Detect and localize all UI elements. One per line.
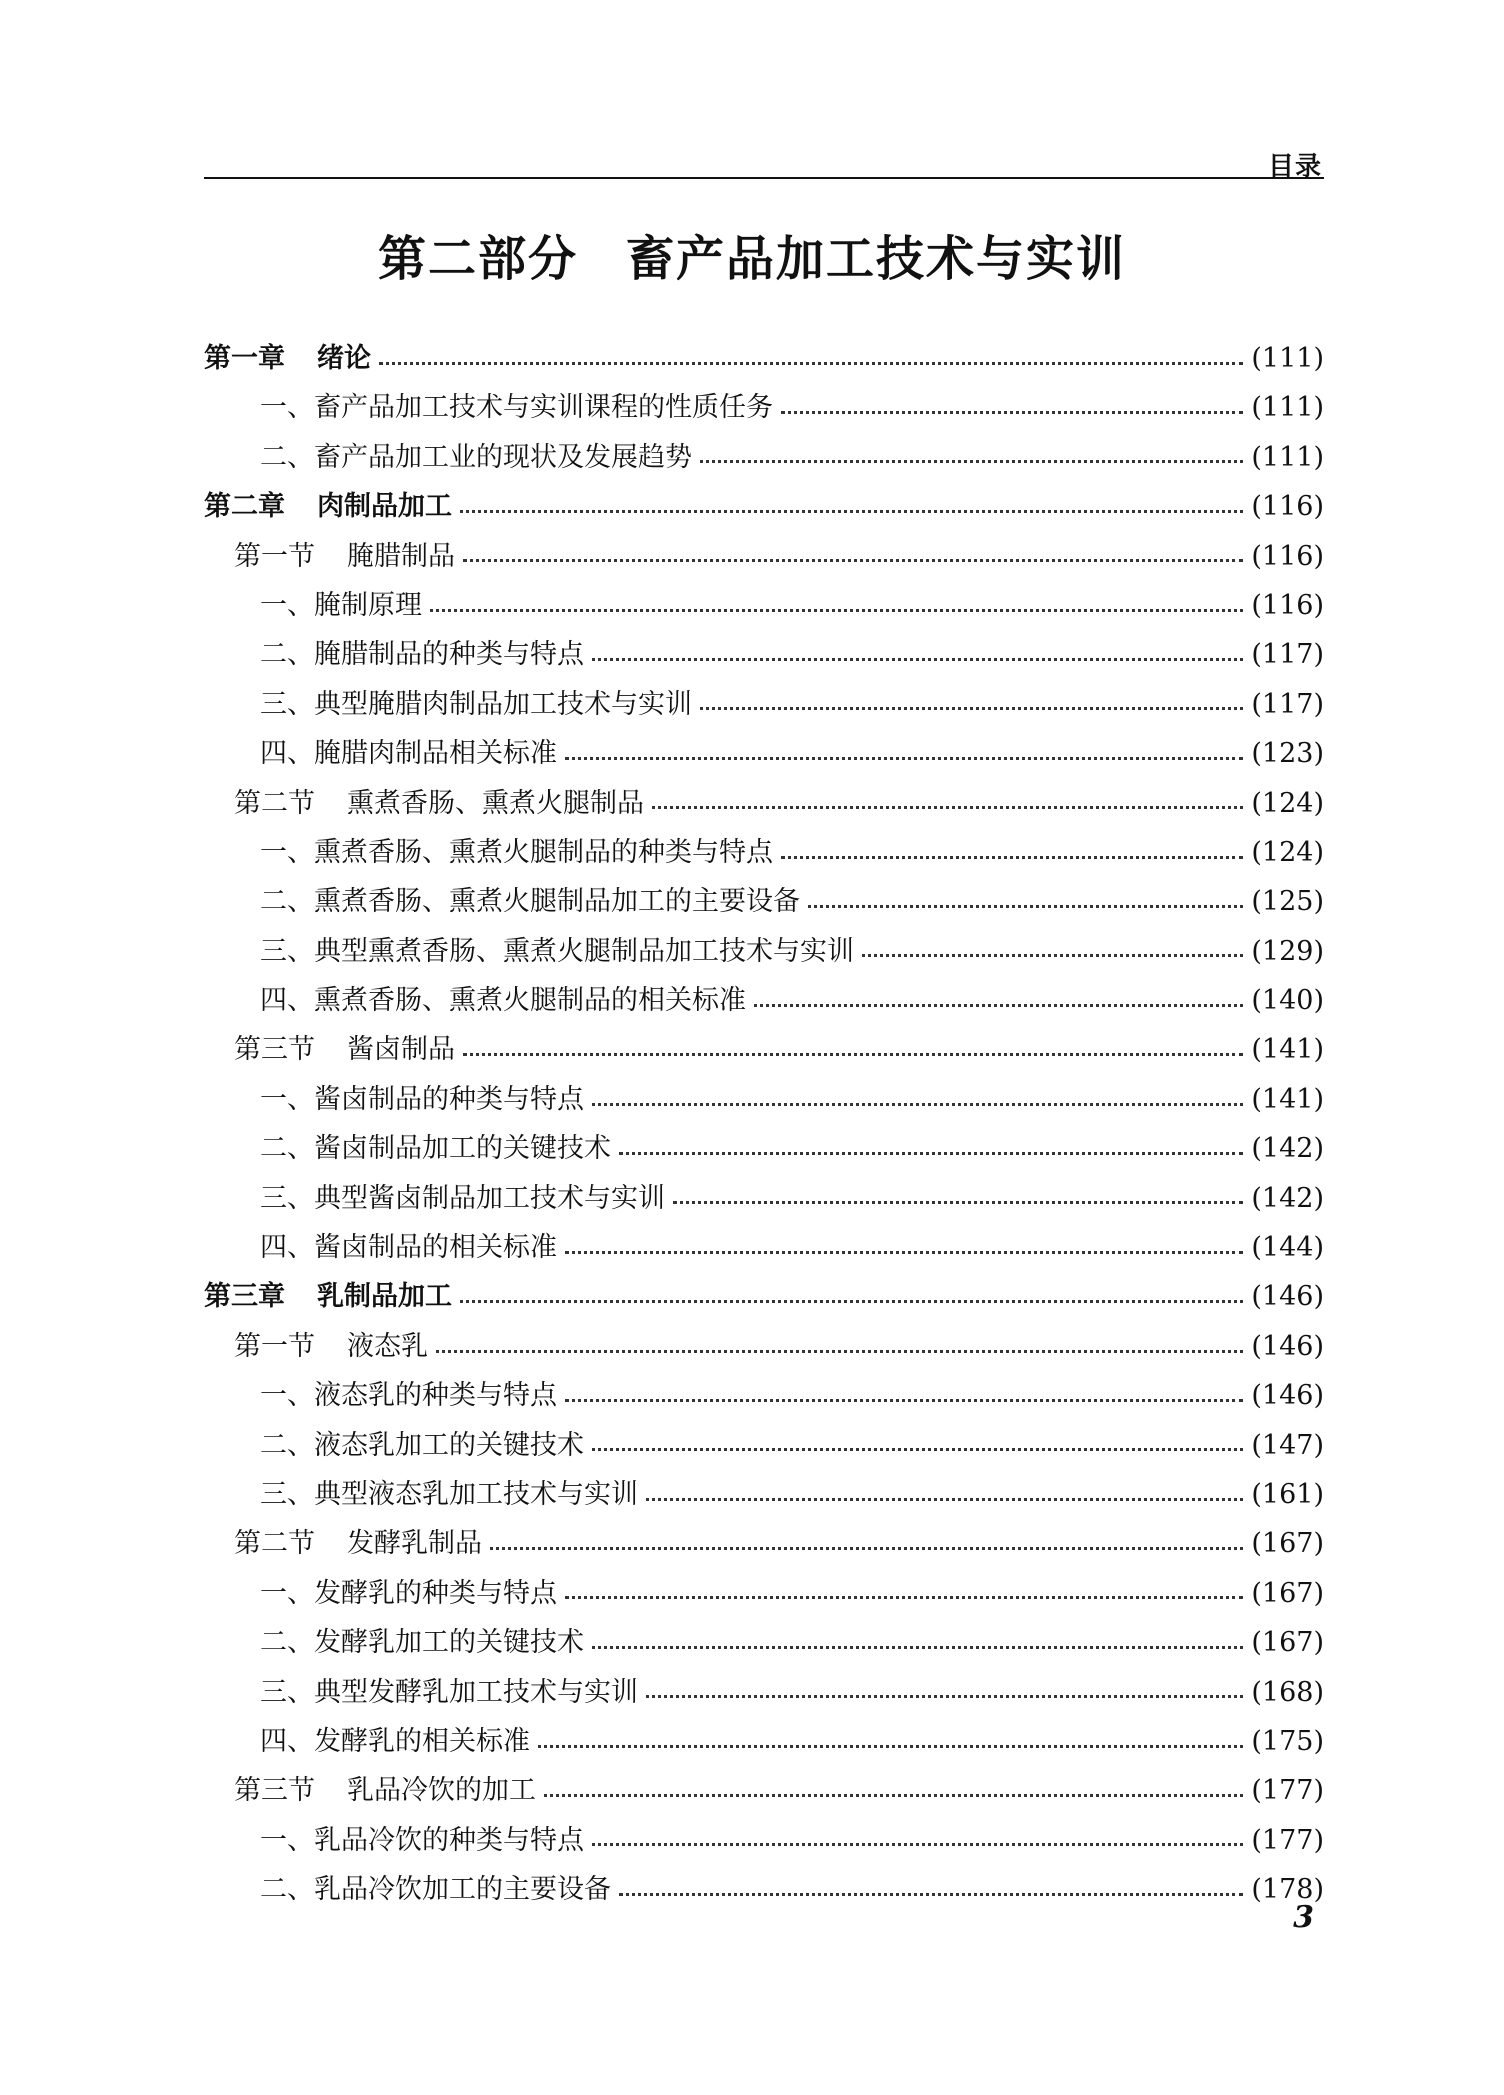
- toc-entry-heading: [260, 1421, 584, 1470]
- toc-entry-page: (142): [1251, 1182, 1324, 1214]
- toc-entry-item[interactable]: [204, 1421, 1324, 1470]
- toc-entry-item[interactable]: [204, 1124, 1324, 1173]
- toc-entry-heading: [260, 1223, 557, 1272]
- toc-entry-page: (116): [1251, 589, 1324, 621]
- toc-entry-page: (123): [1251, 738, 1324, 770]
- toc-entry-item[interactable]: [204, 877, 1324, 926]
- toc-dot-leader: [460, 509, 1243, 513]
- toc-entry-item[interactable]: [204, 1816, 1324, 1865]
- toc-entry-title: 一、乳品冷饮的种类与特点: [260, 1824, 584, 1856]
- toc-entry-title: 四、酱卤制品的相关标准: [260, 1232, 557, 1264]
- toc-entry-number: 第三章: [204, 1281, 285, 1313]
- toc-entry-title: 一、液态乳的种类与特点: [260, 1380, 557, 1412]
- toc-entry-section[interactable]: [204, 1025, 1324, 1074]
- toc-dot-leader: [565, 1398, 1243, 1402]
- toc-entry-title: 一、熏煮香肠、熏煮火腿制品的种类与特点: [260, 836, 773, 868]
- part-title: [0, 220, 1504, 289]
- toc-entry-heading: [234, 779, 644, 828]
- toc-entry-page: (111): [1251, 441, 1324, 473]
- toc-dot-leader: [646, 1497, 1243, 1501]
- toc-entry-title: 三、典型酱卤制品加工技术与实训: [260, 1182, 665, 1214]
- toc-entry-title: 二、腌腊制品的种类与特点: [260, 639, 584, 671]
- toc-entry-heading: [260, 1618, 584, 1667]
- toc-entry-page: (147): [1251, 1429, 1324, 1461]
- toc-dot-leader: [430, 608, 1243, 612]
- toc-entry-title: 三、典型发酵乳加工技术与实训: [260, 1676, 638, 1708]
- toc-entry-title: 二、畜产品加工业的现状及发展趋势: [260, 441, 692, 473]
- toc-entry-heading: [260, 1865, 611, 1914]
- toc-entry-number: 第二章: [204, 491, 285, 523]
- toc-dot-leader: [463, 1052, 1243, 1056]
- toc-entry-item[interactable]: [204, 828, 1324, 877]
- toc-entry-heading: [260, 1174, 665, 1223]
- toc-entry-title: 发酵乳制品: [347, 1528, 482, 1560]
- toc-entry-heading: [234, 1766, 536, 1815]
- toc-entry-heading: [260, 828, 773, 877]
- toc-entry-heading: [234, 532, 455, 581]
- toc-entry-page: (124): [1251, 787, 1324, 819]
- toc-dot-leader: [592, 1842, 1243, 1846]
- toc-entry-number: 第二节: [234, 1528, 315, 1560]
- toc-entry-heading: [234, 1322, 428, 1371]
- table-of-contents: [204, 334, 1324, 1915]
- toc-entry-item[interactable]: [204, 1865, 1324, 1914]
- toc-dot-leader: [619, 1892, 1243, 1896]
- toc-entry-item[interactable]: [204, 1223, 1324, 1272]
- toc-dot-leader: [490, 1546, 1243, 1550]
- toc-entry-title: 绪论: [317, 343, 371, 374]
- toc-entry-heading: [260, 433, 692, 482]
- toc-dot-leader: [652, 805, 1243, 809]
- toc-entry-number: 第三节: [234, 1034, 315, 1066]
- toc-entry-heading: [260, 383, 773, 432]
- toc-entry-title: 一、发酵乳的种类与特点: [260, 1577, 557, 1609]
- toc-entry-number: 第三节: [234, 1775, 315, 1807]
- toc-entry-title: 二、发酵乳加工的关键技术: [260, 1627, 584, 1659]
- toc-entry-chapter[interactable]: [204, 482, 1324, 531]
- toc-entry-title: 一、酱卤制品的种类与特点: [260, 1083, 584, 1115]
- toc-entry-section[interactable]: [204, 1322, 1324, 1371]
- toc-entry-title: 肉制品加工: [317, 491, 452, 523]
- toc-entry-title: 一、腌制原理: [260, 589, 422, 621]
- running-header-label: 目录: [1267, 152, 1322, 182]
- toc-dot-leader: [673, 1200, 1243, 1204]
- toc-dot-leader: [781, 855, 1243, 859]
- toc-entry-heading: [260, 1816, 584, 1865]
- part-number: 第二部分: [377, 231, 578, 287]
- toc-entry-heading: [260, 729, 557, 778]
- toc-entry-page: (177): [1251, 1824, 1324, 1856]
- toc-entry-heading: [260, 877, 800, 926]
- toc-entry-item[interactable]: [204, 976, 1324, 1025]
- toc-entry-page: (144): [1251, 1232, 1324, 1264]
- toc-entry-item[interactable]: [204, 383, 1324, 432]
- toc-entry-heading: [260, 1470, 638, 1519]
- toc-entry-heading: [260, 1717, 530, 1766]
- toc-entry-page: (116): [1251, 491, 1324, 523]
- toc-entry-heading: [260, 1124, 611, 1173]
- toc-entry-title: 三、典型液态乳加工技术与实训: [260, 1478, 638, 1510]
- toc-entry-page: (140): [1251, 985, 1324, 1017]
- toc-entry-item[interactable]: [204, 1075, 1324, 1124]
- toc-entry-title: 四、发酵乳的相关标准: [260, 1725, 530, 1757]
- toc-dot-leader: [565, 1250, 1243, 1254]
- toc-entry-page: (124): [1251, 836, 1324, 868]
- toc-entry-page: (125): [1251, 886, 1324, 918]
- toc-entry-item[interactable]: [204, 1668, 1324, 1717]
- toc-entry-page: (117): [1251, 688, 1324, 720]
- toc-entry-item[interactable]: [204, 927, 1324, 976]
- toc-entry-item[interactable]: [204, 1569, 1324, 1618]
- toc-entry-title: 三、典型腌腊肉制品加工技术与实训: [260, 688, 692, 720]
- toc-entry-title: 二、液态乳加工的关键技术: [260, 1429, 584, 1461]
- toc-entry-page: (117): [1251, 639, 1324, 671]
- toc-dot-leader: [754, 1003, 1243, 1007]
- toc-dot-leader: [781, 410, 1243, 414]
- toc-dot-leader: [460, 1299, 1243, 1303]
- toc-entry-item[interactable]: [204, 729, 1324, 778]
- toc-entry-section[interactable]: [204, 1766, 1324, 1815]
- toc-entry-heading: [234, 1025, 455, 1074]
- toc-entry-heading: [260, 680, 692, 729]
- toc-entry-page: (116): [1251, 540, 1324, 572]
- toc-entry-number: 第一章: [204, 343, 285, 374]
- toc-entry-item[interactable]: [204, 1618, 1324, 1667]
- toc-dot-leader: [646, 1694, 1243, 1698]
- toc-entry-page: (168): [1251, 1676, 1324, 1708]
- toc-entry-chapter[interactable]: [204, 1272, 1324, 1321]
- toc-entry-item[interactable]: [204, 1470, 1324, 1519]
- toc-entry-title: 四、腌腊肉制品相关标准: [260, 738, 557, 770]
- toc-dot-leader: [379, 361, 1243, 365]
- toc-dot-leader: [565, 1595, 1243, 1599]
- toc-entry-page: (146): [1251, 1281, 1324, 1313]
- toc-entry-page: (146): [1251, 1330, 1324, 1362]
- toc-dot-leader: [538, 1744, 1243, 1748]
- toc-entry-heading: [204, 334, 371, 383]
- toc-dot-leader: [700, 459, 1243, 463]
- toc-entry-page: (111): [1251, 392, 1324, 424]
- toc-entry-page: (167): [1251, 1627, 1324, 1659]
- toc-entry-heading: [260, 927, 854, 976]
- toc-entry-title: 二、乳品冷饮加工的主要设备: [260, 1874, 611, 1906]
- toc-entry-heading: [234, 1519, 482, 1568]
- toc-entry-title: 熏煮香肠、熏煮火腿制品: [347, 787, 644, 819]
- toc-dot-leader: [592, 1645, 1243, 1649]
- toc-entry-title: 液态乳: [347, 1330, 428, 1362]
- toc-entry-title: 乳品冷饮的加工: [347, 1775, 536, 1807]
- toc-entry-item[interactable]: [204, 433, 1324, 482]
- toc-entry-title: 二、酱卤制品加工的关键技术: [260, 1133, 611, 1165]
- toc-entry-number: 第二节: [234, 787, 315, 819]
- toc-dot-leader: [592, 1447, 1243, 1451]
- toc-entry-page: (175): [1251, 1725, 1324, 1757]
- toc-dot-leader: [565, 756, 1243, 760]
- toc-entry-page: (111): [1251, 343, 1324, 374]
- toc-entry-title: 四、熏煮香肠、熏煮火腿制品的相关标准: [260, 985, 746, 1017]
- toc-entry-item[interactable]: [204, 581, 1324, 630]
- header-divider: [204, 177, 1324, 179]
- toc-entry-title: 酱卤制品: [347, 1034, 455, 1066]
- toc-entry-item[interactable]: [204, 1371, 1324, 1420]
- toc-entry-page: (161): [1251, 1478, 1324, 1510]
- toc-entry-page: (167): [1251, 1577, 1324, 1609]
- toc-entry-title: 乳制品加工: [317, 1281, 452, 1313]
- toc-entry-heading: [260, 1075, 584, 1124]
- toc-entry-title: 三、典型熏煮香肠、熏煮火腿制品加工技术与实训: [260, 935, 854, 967]
- toc-entry-page: (167): [1251, 1528, 1324, 1560]
- toc-entry-heading: [260, 1668, 638, 1717]
- toc-entry-item[interactable]: [204, 1717, 1324, 1766]
- toc-entry-heading: [260, 581, 422, 630]
- toc-entry-title: 腌腊制品: [347, 540, 455, 572]
- toc-dot-leader: [619, 1151, 1243, 1155]
- toc-entry-chapter[interactable]: [204, 334, 1324, 383]
- toc-dot-leader: [592, 657, 1243, 661]
- toc-entry-page: (177): [1251, 1775, 1324, 1807]
- toc-entry-heading: [204, 1272, 452, 1321]
- toc-entry-number: 第一节: [234, 1330, 315, 1362]
- toc-entry-page: (178): [1251, 1874, 1324, 1906]
- toc-dot-leader: [463, 558, 1243, 562]
- toc-dot-leader: [808, 904, 1243, 908]
- toc-dot-leader: [592, 1102, 1243, 1106]
- toc-entry-heading: [260, 1569, 557, 1618]
- toc-entry-heading: [204, 482, 452, 531]
- toc-dot-leader: [700, 706, 1243, 710]
- toc-entry-heading: [260, 976, 746, 1025]
- toc-entry-section[interactable]: [204, 532, 1324, 581]
- toc-dot-leader: [436, 1349, 1243, 1353]
- toc-entry-title: 二、熏煮香肠、熏煮火腿制品加工的主要设备: [260, 886, 800, 918]
- toc-entry-page: (142): [1251, 1133, 1324, 1165]
- toc-entry-page: (141): [1251, 1083, 1324, 1115]
- toc-entry-page: (146): [1251, 1380, 1324, 1412]
- toc-entry-item[interactable]: [204, 680, 1324, 729]
- page-number: 3: [1293, 1900, 1314, 1935]
- toc-dot-leader: [862, 953, 1243, 957]
- toc-entry-title: 一、畜产品加工技术与实训课程的性质任务: [260, 392, 773, 424]
- toc-entry-item[interactable]: [204, 1174, 1324, 1223]
- toc-entry-section[interactable]: [204, 1519, 1324, 1568]
- toc-entry-item[interactable]: [204, 630, 1324, 679]
- toc-entry-page: (129): [1251, 935, 1324, 967]
- toc-dot-leader: [544, 1793, 1243, 1797]
- toc-entry-page: (141): [1251, 1034, 1324, 1066]
- toc-entry-heading: [260, 1371, 557, 1420]
- toc-entry-number: 第一节: [234, 540, 315, 572]
- toc-entry-section[interactable]: [204, 779, 1324, 828]
- part-heading: 畜产品加工技术与实训: [626, 231, 1127, 287]
- toc-entry-heading: [260, 630, 584, 679]
